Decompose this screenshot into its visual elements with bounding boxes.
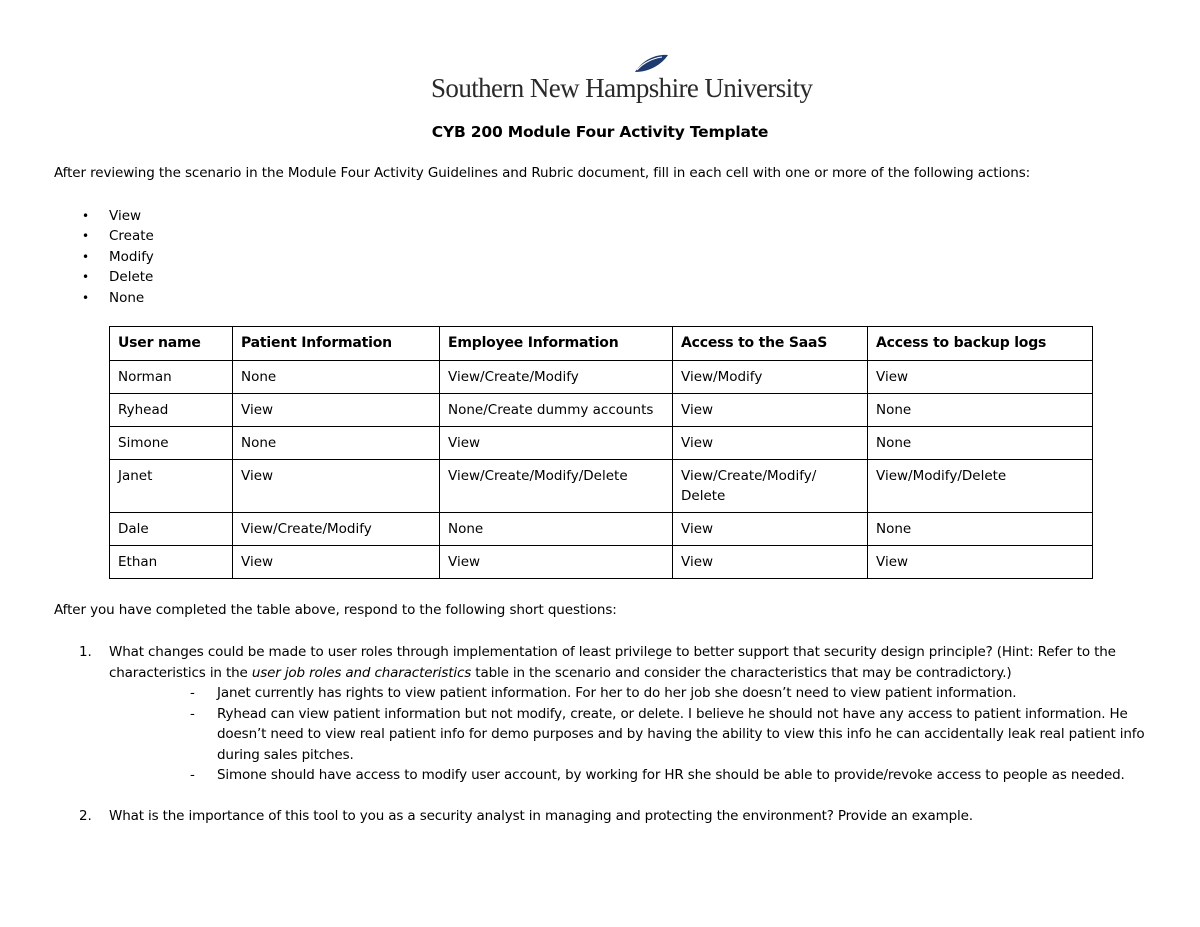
- table-row: [110, 513, 1093, 546]
- table-row: [110, 394, 1093, 427]
- bullet-icon: •: [82, 249, 90, 264]
- answer-item: - Simone should have access to modify user account, by working for HR she should be able to provide/revoke access to people as needed.: [54, 765, 1154, 786]
- table-cell: None: [868, 513, 1093, 546]
- table-cell: View: [233, 460, 440, 513]
- access-table: [109, 326, 1093, 579]
- list-item: • View: [54, 206, 154, 226]
- table-cell: View: [673, 394, 868, 427]
- bullet-icon: •: [82, 270, 90, 285]
- table-cell: Dale: [110, 513, 233, 546]
- answer-item: - Janet currently has rights to view patient information. For her to do her job she doesn’t need to view patient information.: [54, 683, 1154, 704]
- answer-item: - Ryhead can view patient information but not modify, create, or delete. I believe he should not have any access to patient information. He doesn’t need to view real patient info for demo purposes and by having the ability to view this info he can accidentally leak real patient info during sales pitches.: [190, 705, 1145, 763]
- table-cell: View: [868, 361, 1093, 394]
- dash-icon: -: [190, 767, 195, 783]
- question-text: What changes could be made to user roles through implementation of least privilege to better support that security design principle? (Hint: Refer to the characteristics in the user job roles and characteristics table in the scenario and consider the characteristics that may be contradictory.): [109, 644, 1116, 681]
- table-cell: View: [233, 394, 440, 427]
- table-header-row: [110, 327, 1093, 361]
- question-number: 1.: [79, 644, 92, 660]
- table-cell: View/Create/Modify/Delete: [440, 460, 673, 513]
- table-cell: View/Create/Modify: [233, 513, 440, 546]
- list-item: • Delete: [54, 267, 154, 287]
- table-cell: View/Modify: [673, 361, 868, 394]
- answer-list: [54, 683, 1154, 786]
- question-1: [54, 642, 1154, 786]
- university-logo: [0, 50, 1200, 106]
- table-cell: View: [673, 513, 868, 546]
- list-item: • Modify: [54, 247, 154, 267]
- logo-text: Southern New Hampshire University: [431, 73, 813, 103]
- table-cell: None: [233, 427, 440, 460]
- table-cell: View: [673, 546, 868, 579]
- table-cell: View: [868, 546, 1093, 579]
- table-cell: View: [440, 546, 673, 579]
- table-cell: Janet: [110, 460, 233, 513]
- table-cell: Simone: [110, 427, 233, 460]
- page-title: CYB 200 Module Four Activity Template: [431, 123, 769, 141]
- question-number: 2.: [79, 808, 92, 824]
- table-cell: View/Modify/Delete: [868, 460, 1093, 513]
- leaf-icon: [635, 55, 668, 72]
- bullet-icon: •: [82, 229, 90, 244]
- column-header: User name: [110, 327, 233, 361]
- column-header: Access to the SaaS: [673, 327, 868, 361]
- table-cell: None: [868, 427, 1093, 460]
- table-cell: None: [868, 394, 1093, 427]
- table-cell: View: [440, 427, 673, 460]
- logo-graphic: [430, 50, 813, 106]
- list-item: • Create: [54, 226, 154, 246]
- bullet-icon: •: [82, 209, 90, 223]
- list-item: • None: [54, 288, 154, 308]
- table-row: [110, 460, 1093, 513]
- table-cell: View: [233, 546, 440, 579]
- table-cell: View/Create/Modify/ Delete: [673, 460, 868, 513]
- actions-list: [54, 206, 154, 308]
- after-table-paragraph: After you have completed the table above, respond to the following short questions:: [54, 602, 617, 618]
- table-cell: Ryhead: [110, 394, 233, 427]
- dash-icon: -: [190, 685, 195, 701]
- table-cell: View/Create/Modify: [440, 361, 673, 394]
- column-header: Access to backup logs: [868, 327, 1093, 361]
- table-cell: Norman: [110, 361, 233, 394]
- table-row: [110, 361, 1093, 394]
- table-row: [110, 427, 1093, 460]
- column-header: Patient Information: [233, 327, 440, 361]
- question-text: What is the importance of this tool to you as a security analyst in managing and protecting the environment? Provide an example.: [109, 808, 973, 824]
- table-cell: Ethan: [110, 546, 233, 579]
- table-cell: None/Create dummy accounts: [440, 394, 673, 427]
- column-header: Employee Information: [440, 327, 673, 361]
- table-row: [110, 546, 1093, 579]
- table-cell: None: [233, 361, 440, 394]
- table-cell: None: [440, 513, 673, 546]
- bullet-icon: •: [82, 290, 90, 305]
- question-2: [54, 806, 1154, 827]
- intro-paragraph: After reviewing the scenario in the Module Four Activity Guidelines and Rubric document, fill in each cell with one or more of the following actions:: [54, 165, 1031, 181]
- dash-icon: -: [190, 705, 195, 722]
- table-cell: View: [673, 427, 868, 460]
